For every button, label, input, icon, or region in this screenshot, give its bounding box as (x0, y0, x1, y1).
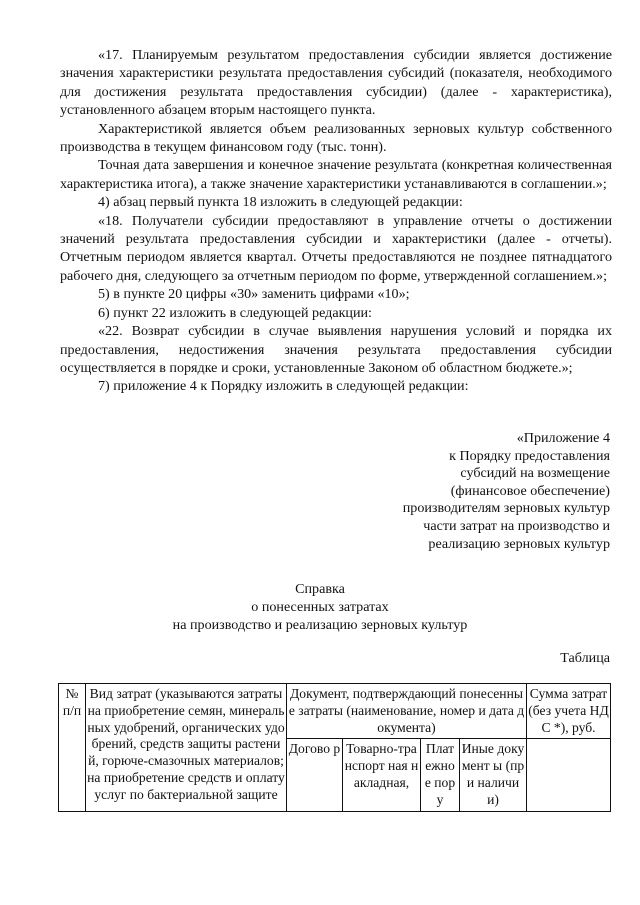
paragraph-item-7: 7) приложение 4 к Порядку изложить в следующей редакции: (98, 378, 469, 395)
subheader-waybill: Товарно-транспорт ная накладная, (343, 739, 421, 811)
appendix-line: реализацию зерновых культур (428, 535, 610, 552)
appendix-line: (финансовое обеспечение) (450, 482, 610, 499)
title-line: о понесенных затратах (251, 599, 389, 615)
paragraph-item-4: 4) абзац первый пункта 18 изложить в следующей редакции: (98, 194, 463, 211)
header-document: Документ, подтверждающий понесенные затраты (наименование, номер и дата документа) (287, 684, 527, 739)
paragraph-item-5: 5) в пункте 20 цифры «30» заменить цифрами «10»; (98, 286, 410, 303)
table-label: Таблица (560, 650, 610, 666)
subheader-other-documents: Иные документ ы (при наличии) (460, 739, 527, 811)
subheader-contract: Догово р (287, 739, 343, 811)
paragraph-date: Точная дата завершения и конечное значение результата (конкретная количественная характеристика итога), а также значение характеристики устанавливаются в соглашении.»; (60, 157, 612, 192)
paragraph-characteristic: Характеристикой является объем реализованных зерновых культур собственного производства в текущем финансовом году (тыс. тонн). (60, 120, 612, 156)
table-header-row (59, 684, 611, 739)
paragraph-item-6: 6) пункт 22 изложить в следующей редакции: (98, 304, 372, 321)
title-line: на производство и реализацию зерновых культур (172, 617, 468, 633)
costs-table (58, 683, 611, 812)
header-cost-type: Вид затрат (указываются затраты на приобретение семян, минеральных удобрений, органических удобрений, средств защиты растений, горюче-смазочных материалов; на приобретение средств и оплату услуг по бактериальной защите (86, 684, 287, 812)
paragraph-18: «18. Получатели субсидии предоставляют в управление отчеты о достижении значений результата предоставления субсидии и характеристики (далее - отчеты). Отчетным периодом является квартал. Отчеты предоставляются не позднее пятнадцатого рабочего дня, следующего за отчетным периодом по форме, утвержденной соглашением.»; (60, 212, 612, 284)
appendix-heading (310, 430, 610, 553)
paragraph-22: «22. Возврат субсидии в случае выявления нарушения условий и порядка их предоставления, недостижения значения результата предоставления субсидии осуществляется в порядке и сроки, установленные Законом об областном бюджете.»; (60, 323, 612, 376)
document-title (30, 580, 610, 634)
header-number: № п/п (59, 684, 86, 812)
appendix-line: «Приложение 4 (516, 430, 610, 446)
appendix-line: части затрат на производство и (423, 517, 610, 534)
body-text (60, 46, 612, 396)
subheader-sum-empty (527, 739, 611, 811)
paragraph-17: «17. Планируемым результатом предоставления субсидии является достижение значения характеристики результата предоставления субсидий (показателя, необходимого для достижения результата предоставления субсидии) (далее - характеристика), установленного абзацем вторым настоящего пункта. (60, 47, 612, 119)
title-line: Справка (295, 581, 345, 597)
header-sum: Сумма затрат (без учета НДС *), руб. (527, 684, 611, 739)
appendix-line: к Порядку предоставления (449, 447, 610, 464)
appendix-line: субсидий на возмещение (460, 465, 610, 482)
appendix-line: производителям зерновых культур (402, 500, 610, 517)
subheader-payment-order: Плат ежно е пору (421, 739, 460, 811)
